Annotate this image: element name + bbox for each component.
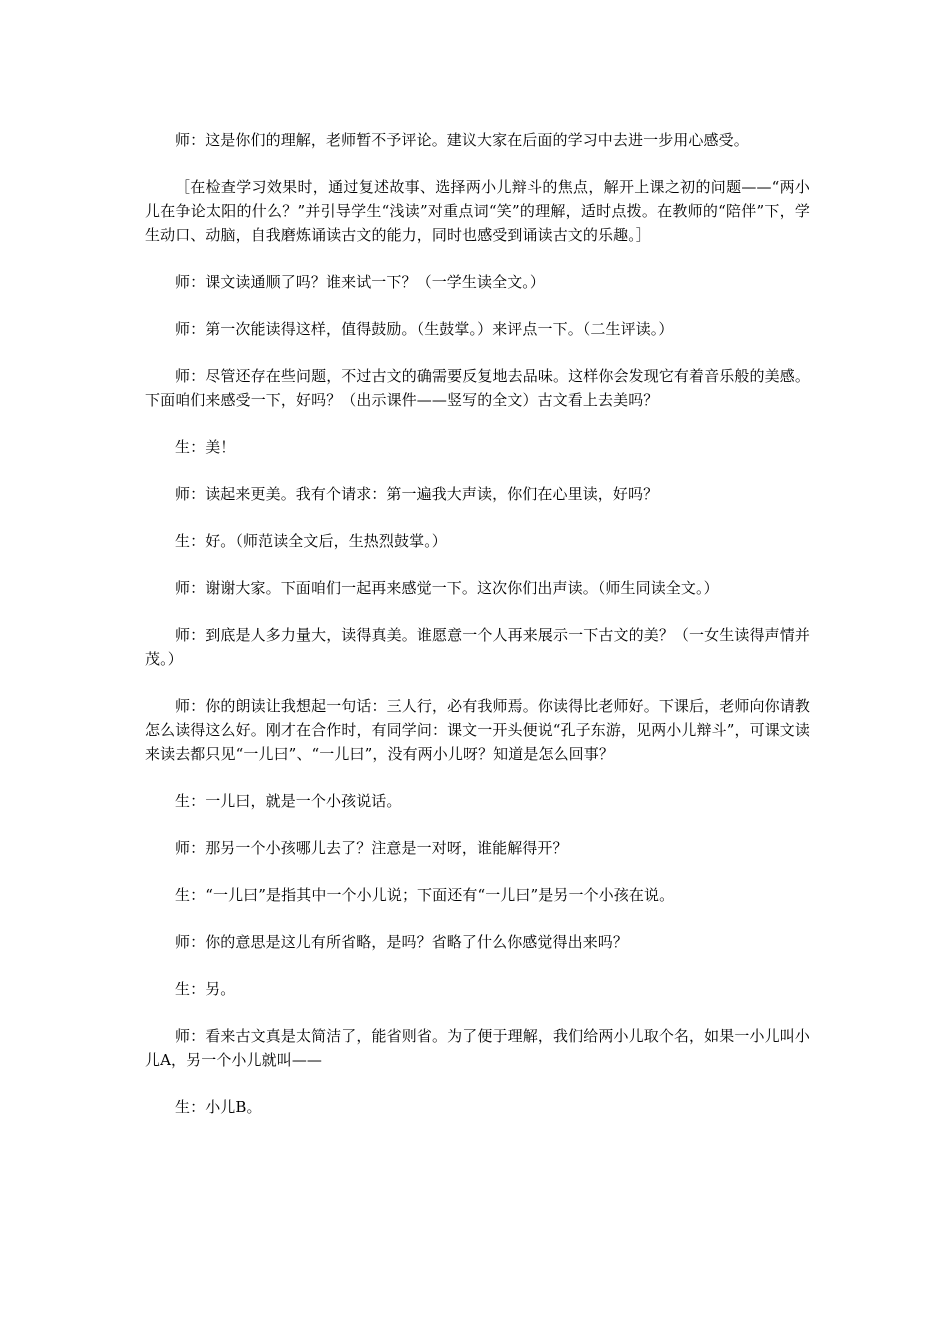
paragraph-3: 师：课文读通顺了吗？谁来试一下？（一学生读全文。） — [175, 273, 546, 291]
paragraph-14: 生：“一儿曰”是指其中一个小儿说；下面还有“一儿曰”是另一个小孩在说。 — [175, 886, 675, 904]
paragraph-1: 师：这是你们的理解，老师暂不予评论。建议大家在后面的学习中去进一步用心感受。 — [175, 131, 749, 149]
paragraph-8: 生：好。（师范读全文后，生热烈鼓掌。） — [175, 532, 447, 550]
paragraph-2-commentary: ［在检查学习效果时，通过复述故事、选择两小儿辩斗的焦点，解开上课之初的问题——“两小儿在争论太阳的什么？”并引导学生“浅读”对重点词“笑”的理解，适时点拨。在教师的“陪伴”下，学生动口、动脑，自我磨炼诵读古文的能力，同时也感受到诵读古文的乐趣。］ — [145, 178, 810, 244]
paragraph-7: 师：读起来更美。我有个请求：第一遍我大声读，你们在心里读，好吗？ — [175, 485, 659, 503]
document-page — [145, 128, 810, 1142]
paragraph-15: 师：你的意思是这儿有所省略，是吗？省略了什么你感觉得出来吗？ — [175, 933, 629, 951]
paragraph-13: 师：那另一个小孩哪儿去了？注意是一对呀，谁能解得开？ — [175, 839, 568, 857]
paragraph-5: 师：尽管还存在些问题，不过古文的确需要反复地去品味。这样你会发现它有着音乐般的美感。下面咱们来感受一下，好吗？（出示课件——竖写的全文）古文看上去美吗？ — [145, 367, 810, 409]
paragraph-10: 师：到底是人多力量大，读得真美。谁愿意一个人再来展示一下古文的美？（一女生读得声情并茂。） — [145, 626, 810, 668]
paragraph-6: 生：美！ — [175, 438, 236, 456]
paragraph-9: 师：谢谢大家。下面咱们一起再来感觉一下。这次你们出声读。（师生同读全文。） — [175, 579, 719, 597]
paragraph-17: 师：看来古文真是太简洁了，能省则省。为了便于理解，我们给两小儿取个名，如果一小儿叫小儿A，另一个小儿就叫—— — [145, 1027, 810, 1069]
paragraph-18: 生：小儿B。 — [175, 1098, 262, 1116]
paragraph-12: 生：一儿曰，就是一个小孩说话。 — [175, 792, 402, 810]
paragraph-4: 师：第一次能读得这样，值得鼓励。（生鼓掌。）来评点一下。（二生评读。） — [175, 320, 674, 338]
paragraph-11: 师：你的朗读让我想起一句话：三人行，必有我师焉。你读得比老师好。下课后，老师向你请教怎么读得这么好。刚才在合作时，有同学问：课文一开头便说“孔子东游，见两小儿辩斗”，可课文读来读去都只见“一儿曰”、“一儿曰”，没有两小儿呀？知道是怎么回事？ — [145, 697, 810, 763]
paragraph-16: 生：另。 — [175, 980, 236, 998]
